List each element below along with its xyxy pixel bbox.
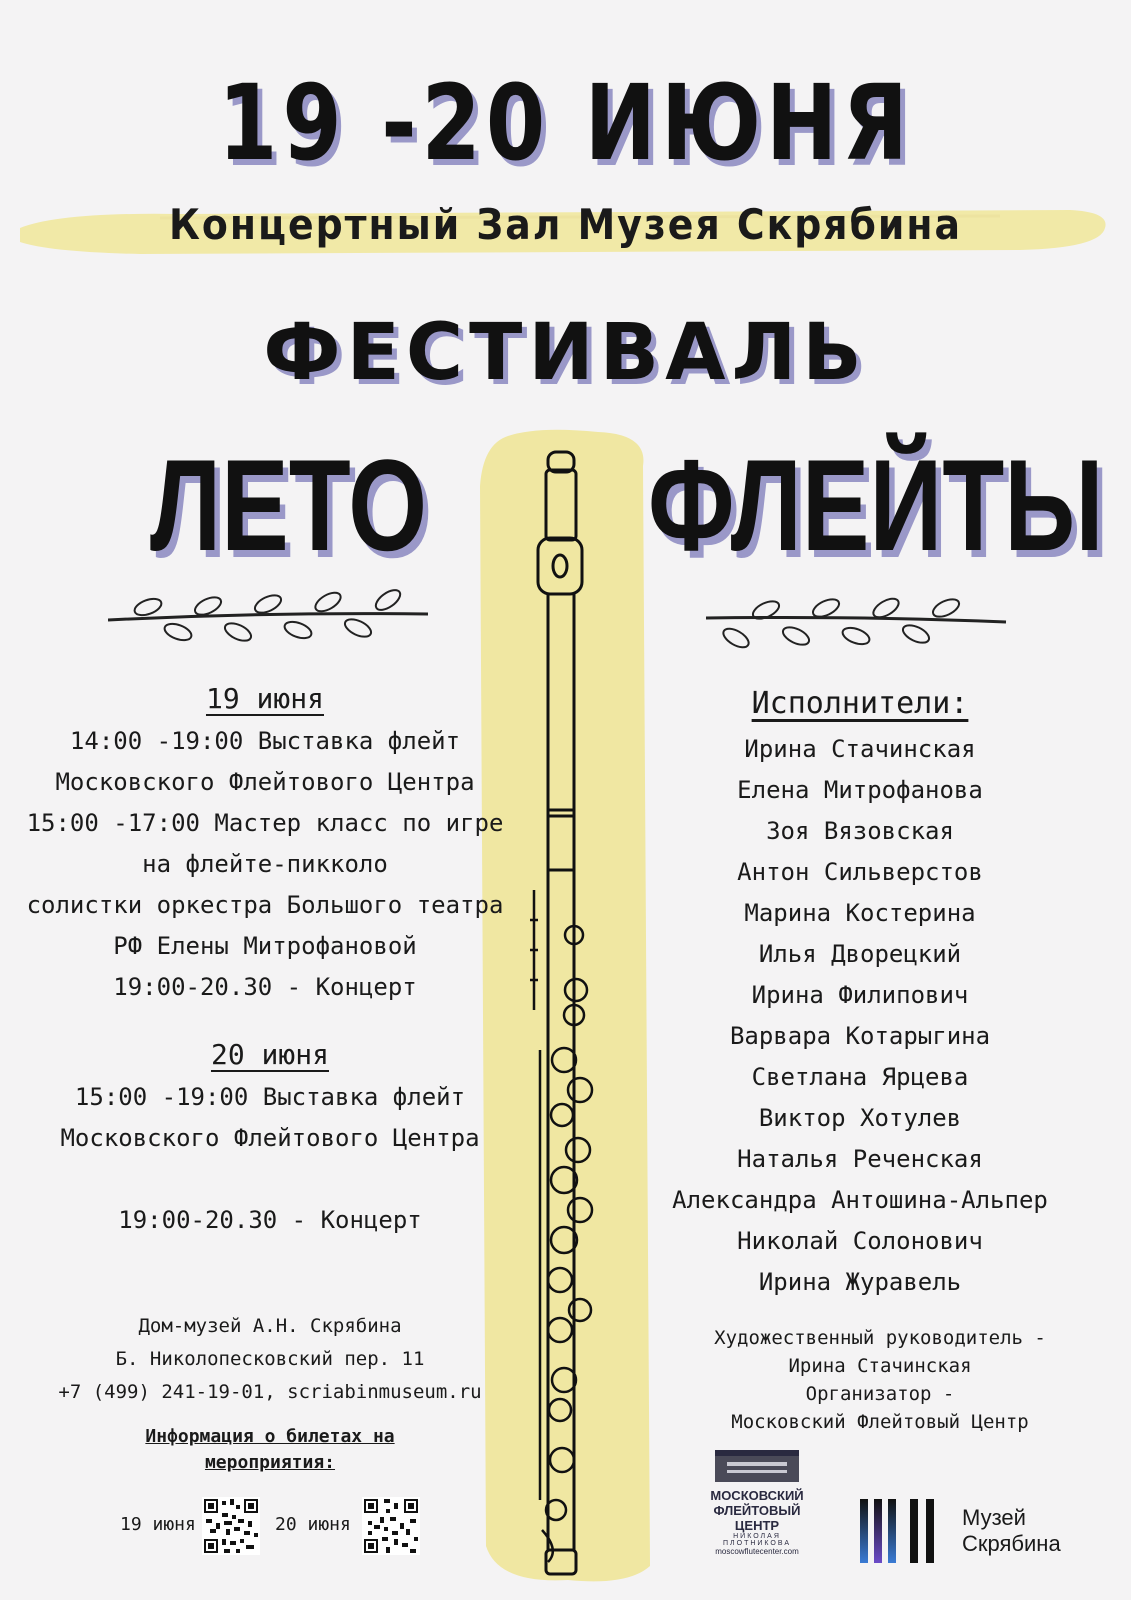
day1-line: солистки оркестра Большого театра	[26, 891, 504, 919]
festival-label: ФЕСТИВАЛЬ	[263, 308, 868, 398]
scriabin-museum-logo	[858, 1497, 1078, 1567]
laurel-branch-left	[108, 582, 428, 652]
venue-line: Б. Николопесковский пер. 11	[115, 1348, 425, 1370]
performer-name: Ирина Журавель	[758, 1268, 962, 1296]
venue-line: Дом-музей А.Н. Скрябина	[138, 1315, 402, 1337]
day1-line: 15:00 -17:00 Мастер класс по игре	[26, 809, 504, 837]
piano-keys-icon	[858, 1499, 950, 1563]
performer-name: Марина Костерина	[744, 899, 976, 927]
day2-line	[20, 1159, 520, 1200]
qr2-label: 20 июня	[275, 1514, 351, 1535]
credits-line: Организатор -	[805, 1383, 955, 1405]
qr-code-day2[interactable]	[362, 1497, 420, 1555]
performer-name: Александра Антошина-Альпер	[672, 1186, 1048, 1214]
laurel-branch-right	[706, 588, 1026, 658]
mfc-line4: НИКОЛАЯ	[733, 1533, 781, 1540]
tickets-info	[20, 1424, 520, 1476]
schedule-day2	[20, 1038, 520, 1241]
credits-line: Московский Флейтовый Центр	[731, 1411, 1029, 1433]
flute-center-emblem-icon	[707, 1448, 807, 1484]
performer-name: Варвара Котарыгина	[729, 1022, 991, 1050]
performer-name: Николай Солонович	[737, 1227, 983, 1255]
title-right-word: ФЛЕЙТЫ	[648, 432, 1104, 578]
credits-line: Художественный руководитель -	[714, 1327, 1046, 1349]
performers-heading: Исполнители:	[751, 686, 969, 721]
mfc-line1: МОСКОВСКИЙ	[710, 1488, 804, 1503]
performer-name: Ирина Стачинская	[744, 735, 976, 763]
qr-code-day1[interactable]	[202, 1497, 260, 1555]
day2-line: Московского Флейтового Центра	[60, 1124, 480, 1152]
venue-title: Концертный Зал Музея Скрябина	[168, 200, 963, 249]
mfc-url[interactable]: moscowflutecenter.com	[715, 1547, 799, 1556]
credits	[680, 1324, 1080, 1436]
tickets-heading: Информация о билетах на	[145, 1426, 395, 1447]
schedule-day1	[20, 682, 510, 1008]
performer-name: Наталья Реченская	[737, 1145, 983, 1173]
flute-illustration	[520, 450, 610, 1580]
day1-line: 14:00 -19:00 Выставка флейт	[69, 727, 461, 755]
day2-line: 19:00-20.30 - Концерт	[118, 1206, 422, 1234]
museum-line1: Музей	[962, 1505, 1026, 1530]
performer-name: Илья Дворецкий	[758, 940, 962, 968]
title-left-word: ЛЕТО	[150, 432, 428, 578]
moscow-flute-center-logo	[707, 1448, 807, 1568]
performer-name: Виктор Хотулев	[758, 1104, 962, 1132]
performers-section	[650, 686, 1070, 1303]
performer-name: Антон Сильверстов	[737, 858, 983, 886]
day1-line: 19:00-20.30 - Концерт	[113, 973, 417, 1001]
performer-name: Ирина Филипович	[751, 981, 969, 1009]
museum-line2: Скрябина	[962, 1531, 1061, 1556]
festival-dates: 19 -20 ИЮНЯ	[218, 62, 913, 184]
mfc-line5: ПЛОТНИКОВА	[723, 1540, 791, 1547]
museum-name	[962, 1505, 1061, 1557]
day1-line: на флейте-пикколо	[142, 850, 388, 878]
performer-name: Светлана Ярцева	[751, 1063, 969, 1091]
venue-info	[20, 1310, 520, 1409]
mfc-line3: ЦЕНТР	[734, 1518, 780, 1533]
qr1-label: 19 июня	[120, 1514, 196, 1535]
day2-line: 15:00 -19:00 Выставка флейт	[74, 1083, 466, 1111]
mfc-line2: ФЛЕЙТОВЫЙ	[713, 1503, 801, 1518]
performer-name: Зоя Вязовская	[766, 817, 954, 845]
performer-name: Елена Митрофанова	[737, 776, 983, 804]
day1-heading: 19 июня	[205, 682, 324, 715]
venue-line[interactable]: +7 (499) 241-19-01, scriabinmuseum.ru	[58, 1381, 482, 1403]
day1-line: Московского Флейтового Центра	[55, 768, 475, 796]
day2-heading: 20 июня	[210, 1038, 329, 1071]
day1-line: РФ Елены Митрофановой	[113, 932, 417, 960]
credits-line: Ирина Стачинская	[788, 1355, 972, 1377]
tickets-heading: мероприятия:	[204, 1452, 336, 1473]
